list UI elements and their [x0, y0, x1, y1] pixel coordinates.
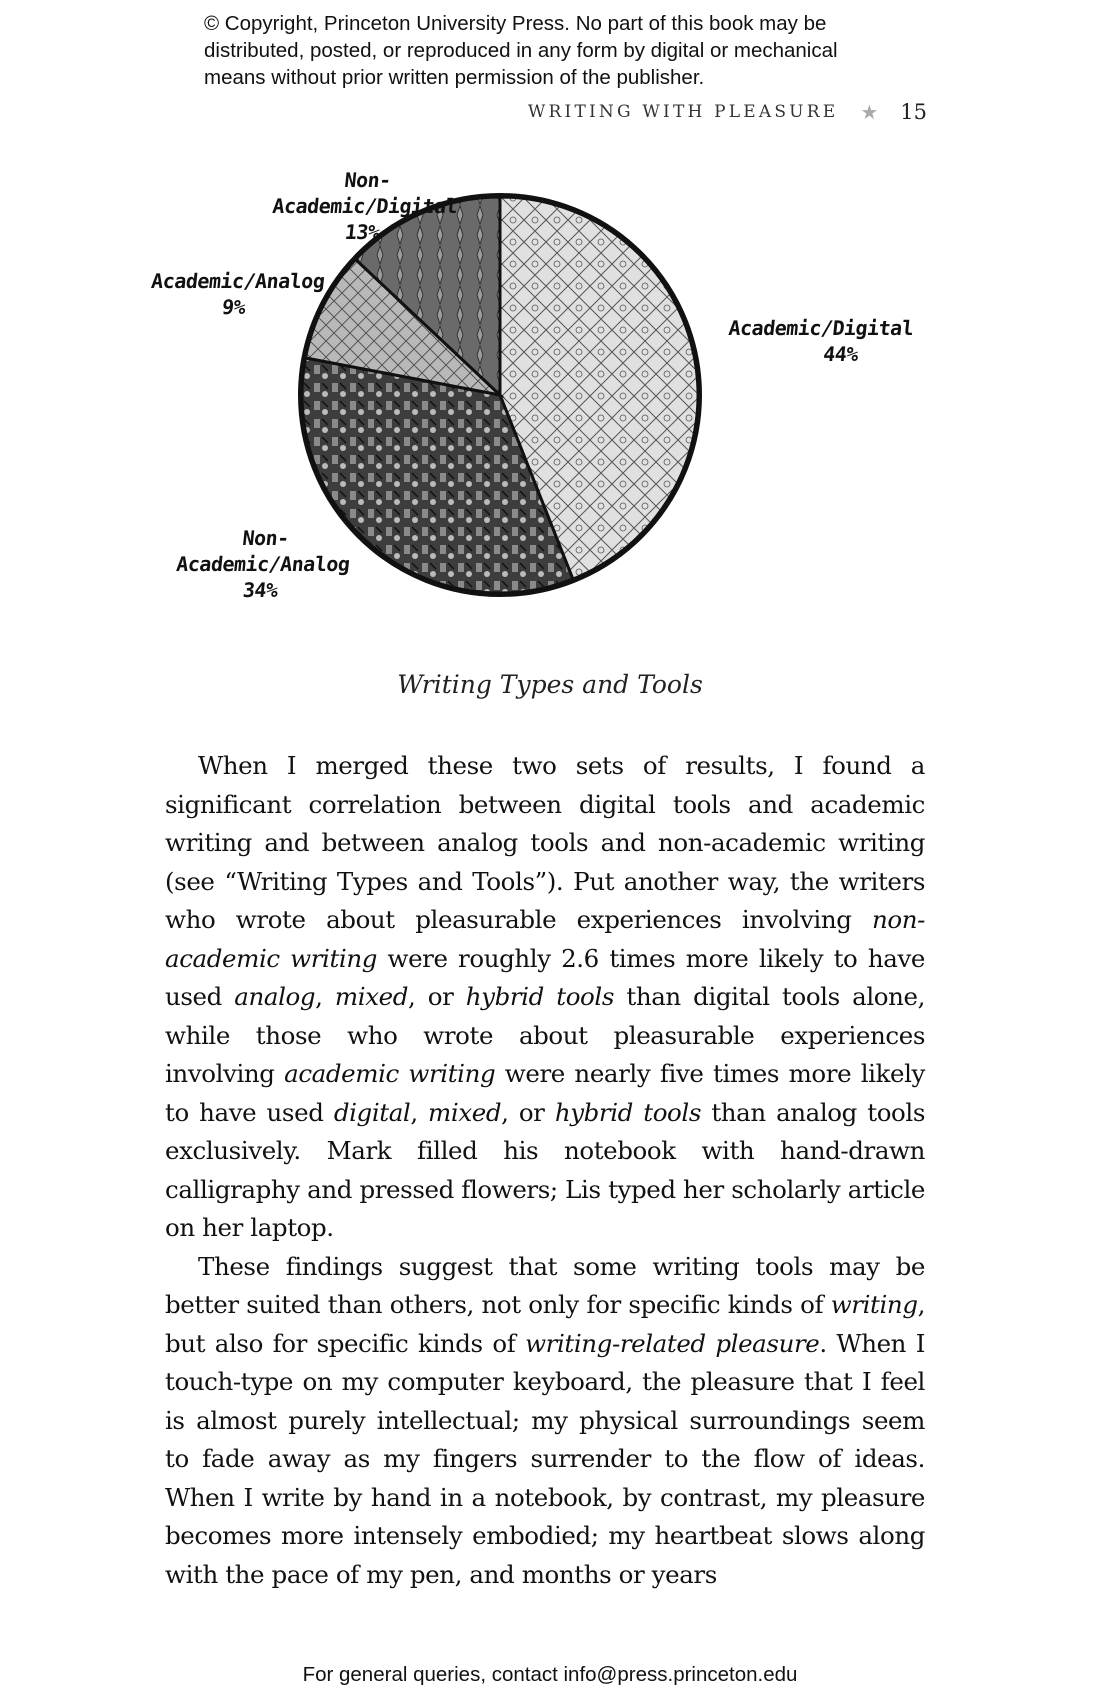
italic-phrase: hybrid tools [465, 982, 615, 1011]
copyright-notice [204, 10, 924, 91]
label-academic-digital [709, 315, 914, 367]
copyright-line-1: © Copyright, Princeton University Press. No part of this book may be [204, 12, 827, 35]
text-run: , but also for specific kinds of [165, 1290, 925, 1358]
text-run: than analog tools exclusively. Mark filled his notebook with hand-drawn calligraphy and pressed flowers; Lis typed her scholarly article on her laptop. [165, 1097, 926, 1242]
paragraph-1 [165, 747, 925, 1248]
label-non-academic-analog [154, 525, 372, 603]
page-number: 15 [900, 100, 927, 124]
text-run: , or [408, 982, 466, 1011]
copyright-line-2: distributed, posted, or reproduced in any form by digital or mechanical [204, 39, 838, 62]
body-text [165, 747, 925, 1594]
italic-phrase: writing-related pleasure [525, 1328, 820, 1358]
label-academic-analog [147, 268, 326, 320]
label-name: Academic/Digital [727, 316, 915, 340]
italic-phrase: academic writing [284, 1059, 496, 1088]
paragraph-2 [165, 1248, 925, 1595]
italic-phrase: non-academic writing [165, 905, 925, 973]
text-run: were roughly 2.6 times more likely to have used [165, 943, 925, 1011]
figure-caption: Writing Types and Tools [397, 670, 703, 699]
text-run: When I merged these two sets of results, I found a significant correlation between digital tools and academic writing and between analog tools and non-academic writing (see “Writing Types and Tools”). Put another way, the writers who wrote about pleasurable experiences involving [165, 751, 925, 934]
text-run: . When I touch-type on my computer keyboard, the pleasure that I feel is almost purely intellectual; my physical surroundings seem to fade away as my fingers surrender to the flow of ideas. When I write by hand in a notebook, by contrast, my pleasure becomes more intensely embodied; my heartbeat slows along with the pace of my pen, and months or years [165, 1328, 925, 1589]
footer-contact: For general queries, contact info@press.princeton.edu [302, 1663, 798, 1686]
italic-phrase: writing [830, 1290, 918, 1319]
label-value: 44% [822, 342, 860, 366]
label-value: 34% [241, 578, 279, 602]
star-icon: ★ [860, 100, 879, 124]
text-run: , [410, 1097, 429, 1127]
text-run: , or [501, 1097, 555, 1127]
label-value: 9% [220, 295, 247, 319]
copyright-line-3: means without prior written permission of the publisher. [204, 66, 705, 89]
italic-phrase: analog [234, 982, 316, 1011]
label-name: Academic/Analog [150, 269, 326, 293]
label-name: Non-Academic/Analog [175, 526, 351, 576]
text-run: These findings suggest that some writing tools may be better suited than others, not only for specific kinds of [165, 1251, 925, 1319]
pie-chart-figure [150, 165, 950, 645]
text-run: were nearly five times more likely to have used [165, 1059, 925, 1127]
running-head [528, 100, 927, 124]
label-name: Non-Academic/Digital [271, 168, 459, 218]
label-value: 13% [343, 220, 381, 244]
italic-phrase: hybrid tools [554, 1097, 702, 1127]
text-run: than digital tools alone, while those who wrote about pleasurable experiences involving [165, 982, 925, 1088]
text-run: , [315, 982, 335, 1011]
running-title: WRITING WITH PLEASURE [527, 102, 839, 122]
italic-phrase: mixed [334, 982, 408, 1011]
label-non-academic-digital [261, 167, 469, 245]
italic-phrase: mixed [428, 1097, 502, 1127]
italic-phrase: digital [333, 1097, 411, 1127]
